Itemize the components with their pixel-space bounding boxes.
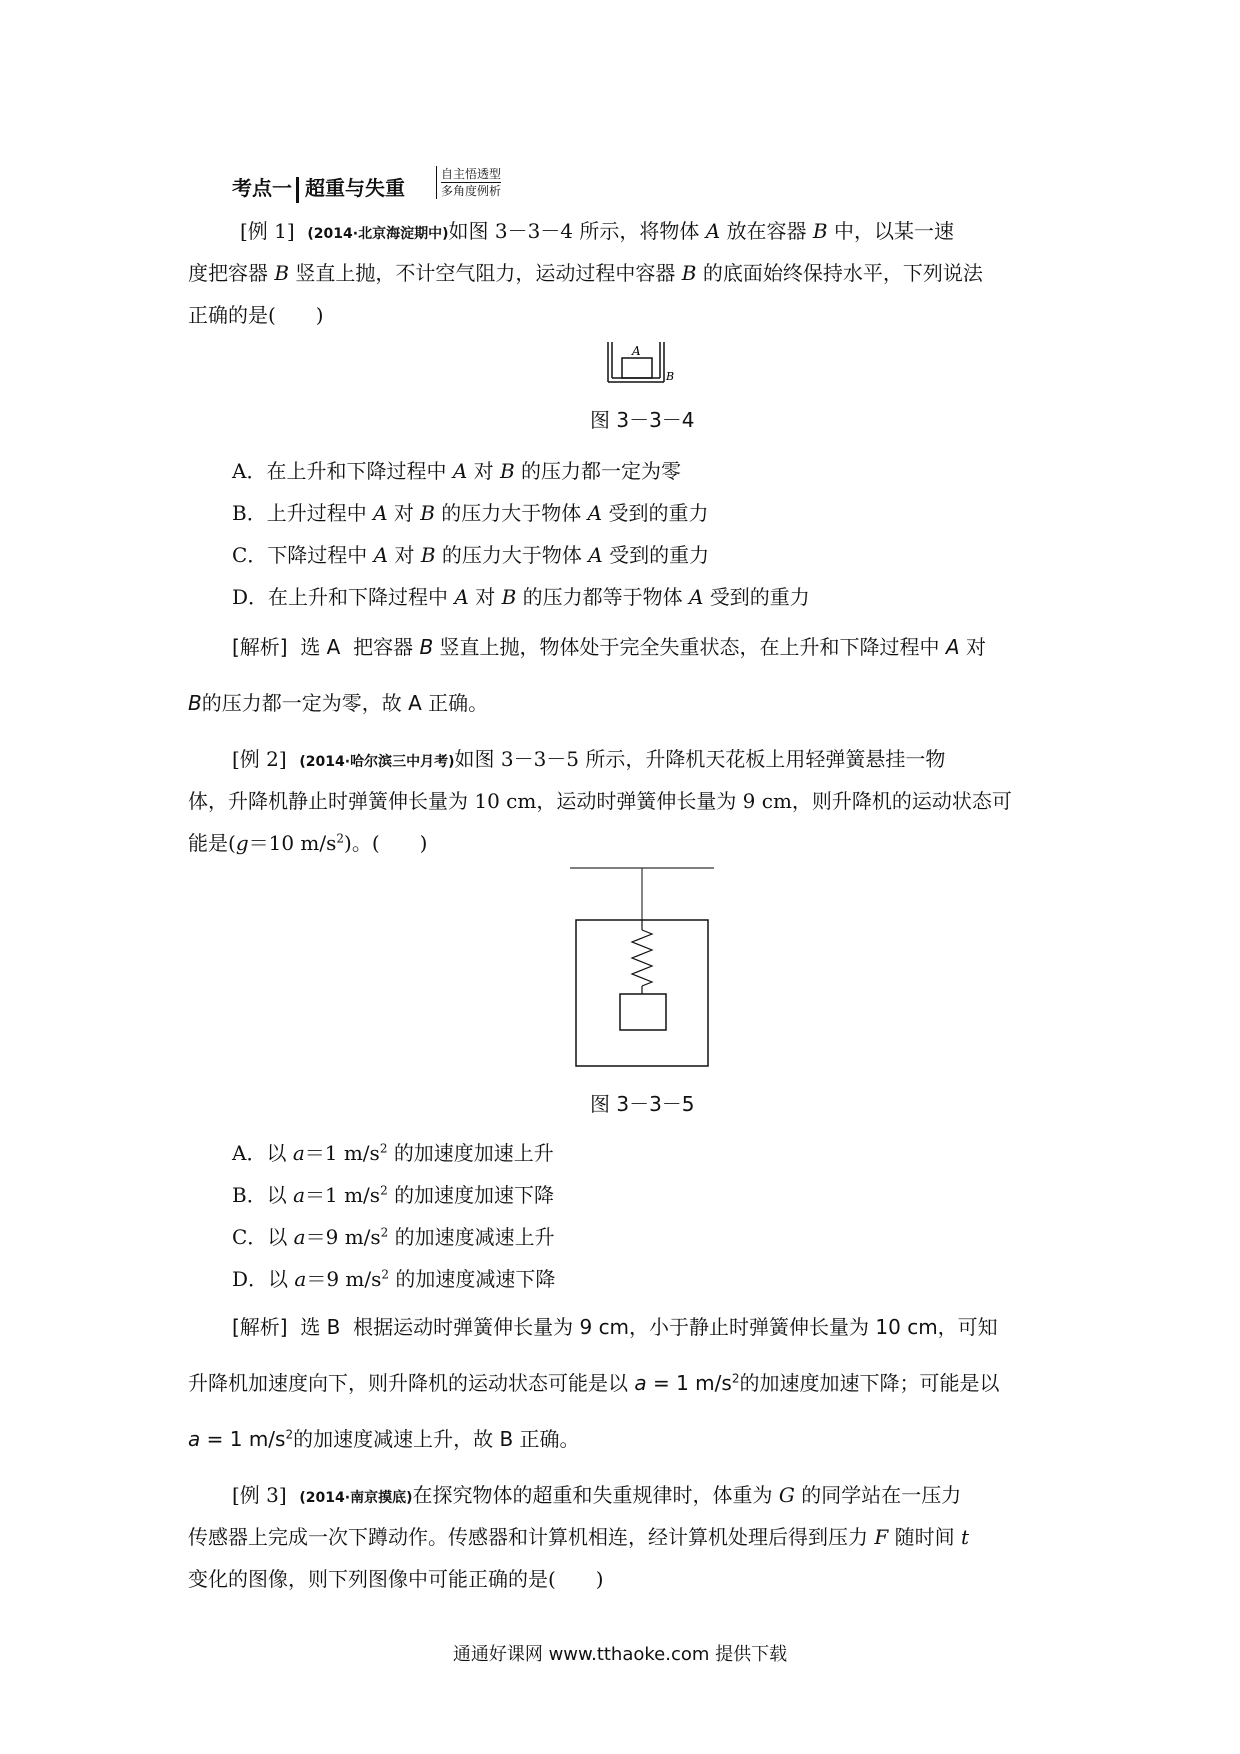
figure-container-diagram [606, 340, 678, 390]
ex3-source: (2014·南京摸底) [299, 1490, 413, 1506]
ex1-option-d: D．在上升和下降过程中 A 对 B 的压力都等于物体 A 受到的重力 [232, 585, 810, 609]
ex1-analysis-line1: [解析] 选 A 把容器 B 竖直上抛，物体处于完全失重状态，在上升和下降过程中 A 对 [232, 635, 986, 659]
section-tag-bottom: 多角度例析 [441, 184, 502, 198]
figure-elevator-diagram [570, 866, 720, 1072]
ex2-line3: 能是(g＝10 $m/s^2$)。( ) [188, 831, 428, 855]
ex1-tag: [例 1] [240, 219, 295, 243]
page-footer: 通通好课网 www.tthaoke.com 提供下载 [452, 1644, 788, 1665]
ex1-option-b: B．上升过程中 A 对 B 的压力大于物体 A 受到的重力 [232, 501, 709, 525]
ex2-analysis-line3: a = 1 $m/s^2$的加速度减速上升，故 B 正确。 [188, 1427, 580, 1451]
ex3-line2: 传感器上完成一次下蹲动作。传感器和计算机相连，经计算机处理后得到压力 F 随时间 t [188, 1525, 970, 1549]
ex2-line2: 体，升降机静止时弹簧伸长量为 10 cm，运动时弹簧伸长量为 9 cm，则升降机的运动状态可 [188, 789, 1012, 813]
section-title: 超重与失重 [305, 176, 405, 200]
ex1-source: (2014·北京海淀期中) [307, 226, 449, 242]
section-heading [232, 172, 405, 203]
ex1-option-c: C．下降过程中 A 对 B 的压力大于物体 A 受到的重力 [232, 543, 710, 567]
figure-label-a: A [632, 344, 641, 358]
figure-label-b: B [666, 370, 675, 383]
ex2-tag: [例 2] [232, 747, 287, 771]
ex1-line1: [例 1] (2014·北京海淀期中)如图 3－3－4 所示，将物体 A 放在容器 B 中，以某一速 [240, 219, 954, 243]
ex3-line3: 变化的图像，则下列图像中可能正确的是( ) [188, 1567, 604, 1591]
ex1-line3: 正确的是( ) [188, 303, 324, 327]
ex2-line1: [例 2] (2014·哈尔滨三中月考)如图 3－3－5 所示，升降机天花板上用轻弹簧悬挂一物 [232, 747, 946, 771]
ex2-analysis-line1: [解析] 选 B 根据运动时弹簧伸长量为 9 cm，小于静止时弹簧伸长量为 10 cm，可知 [232, 1315, 998, 1339]
heading-divider [296, 177, 299, 203]
ex2-option-c: C．以 a＝9 $m/s^2$ 的加速度减速上升 [232, 1225, 555, 1249]
section-tag-top: 自主悟透型 [441, 167, 502, 181]
ex3-line1: [例 3] (2014·南京摸底)在探究物体的超重和失重规律时，体重为 G 的同学站在一压力 [232, 1483, 962, 1507]
ex2-analysis-line2: 升降机加速度向下，则升降机的运动状态可能是以 a = 1 $m/s^2$的加速度加速下降；可能是以 [188, 1371, 1000, 1395]
figure-caption-2: 图 3－3－5 [590, 1092, 695, 1116]
ex1-option-a: A．在上升和下降过程中 A 对 B 的压力都一定为零 [232, 459, 682, 483]
section-tag [436, 166, 501, 199]
ex2-option-a: A．以 a＝1 $m/s^2$ 的加速度加速上升 [232, 1141, 554, 1165]
ex2-source: (2014·哈尔滨三中月考) [299, 754, 455, 770]
section-label: 考点一 [232, 176, 292, 200]
figure-caption-1: 图 3－3－4 [590, 408, 695, 432]
ex1-line2: 度把容器 B 竖直上抛，不计空气阻力，运动过程中容器 B 的底面始终保持水平，下列说法 [188, 261, 983, 285]
ex2-option-b: B．以 a＝1 $m/s^2$ 的加速度加速下降 [232, 1183, 555, 1207]
ex1-analysis-line2: B的压力都一定为零，故 A 正确。 [188, 691, 489, 715]
ex2-option-d: D．以 a＝9 $m/s^2$ 的加速度减速下降 [232, 1267, 556, 1291]
ex3-tag: [例 3] [232, 1483, 287, 1507]
